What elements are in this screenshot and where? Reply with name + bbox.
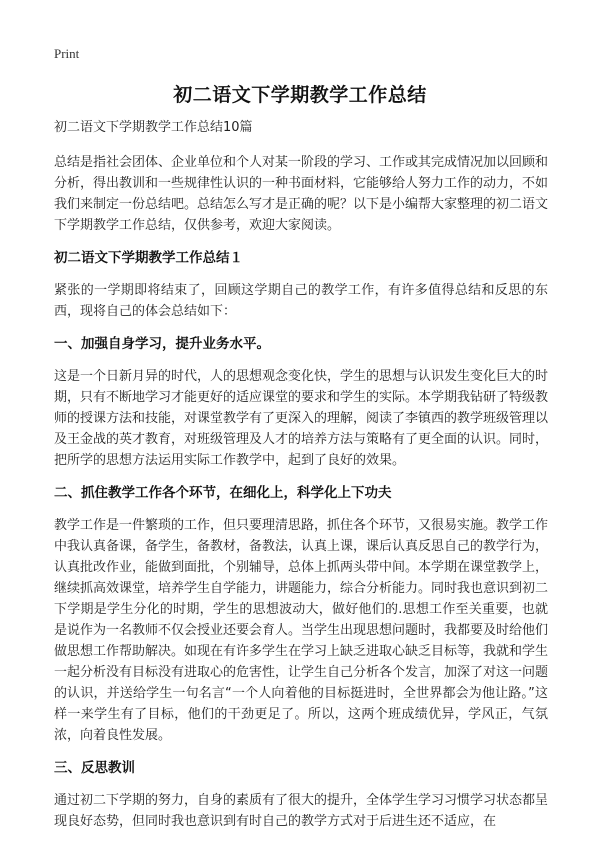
document-subtitle: 初二语文下学期教学工作总结10篇 <box>54 120 253 135</box>
paragraph-three: 通过初二下学期的努力，自身的素质有了很大的提升，全体学生学习习惯学习状态都呈现良好态势，但同时我也意识到有时自己的教学方式对于后进生还不适应，在 <box>54 793 549 829</box>
section-title: 初二语文下学期教学工作总结１ <box>54 250 243 266</box>
intro-paragraph: 总结是指社会团体、企业单位和个人对某一阶段的学习、工作或其完成情况加以回顾和分析，得出教训和一些规律性认识的一种书面材料，它能够给人努力工作的动力，不如我们来制定一份总结吧。总结怎么写才是正确的呢？以下是小编帮大家整理的初二语文下学期教学工作总结，仅供参考，欢迎大家阅读。 <box>54 155 549 233</box>
section-intro-paragraph: 紧张的一学期即将结束了，回顾这学期自己的教学工作，有许多值得总结和反思的东西，现将自己的体会总结如下： <box>54 283 548 319</box>
paragraph-one: 这是一个日新月异的时代，人的思想观念变化快，学生的思想与认识发生变化巨大的时期，只有不断地学习才能更好的适应课堂的要求和学生的实际。本学期我钻研了特级教师的授课方法和技能，对课堂教学有了更深入的理解，阅读了李镇西的教学班级管理以及王金战的英才教育，对班级管理及人才的培养方法与策略有了更全面的认识。同时，把所学的思想方法运用实际工作教学中，起到了良好的效果。 <box>54 369 549 468</box>
heading-three: 三、反思教训 <box>54 760 135 776</box>
print-link[interactable]: Print <box>54 46 80 61</box>
heading-one: 一、加强自身学习，提升业务水平。 <box>54 336 270 352</box>
heading-two: 二、抓住教学工作各个环节，在细化上，科学化上下功夫 <box>54 485 392 501</box>
paragraph-two: 教学工作是一件繁琐的工作，但只要理清思路，抓住各个环节，又很易实施。教学工作中我认真备课，备学生，备教材，备教法，认真上课，课后认真反思自己的教学行为，认真批改作业，能做到面批，个别辅导，总体上抓两头带中间。本学期在课堂教学上，继续抓高效课堂，培养学生自学能力，讲题能力，综合分析能力。同时我也意识到初二下学期是学生分化的时期，学生的思想波动大，做好他们的.思想工作至关重要，也就是说作为一名教师不仅会授业还要会育人。当学生出现思想问题时，我都要及时给他们做思想工作帮助解决。如现在有许多学生在学习上缺乏进取心缺乏目标等，我就和学生一起分析没有目标没有进取心的危害性，让学生自己分析各个发言，加深了对这一问题的认识，并送给学生一句名言“一个人向着他的目标挺进时，全世界都会为他让路。”这样一来学生有了目标，他们的干劲更足了。所以，这两个班成绩优异，学风正，气氛浓，向着良性发展。 <box>54 518 549 743</box>
page-title: 初二语文下学期教学工作总结 <box>173 84 427 106</box>
document-body <box>54 118 548 844</box>
